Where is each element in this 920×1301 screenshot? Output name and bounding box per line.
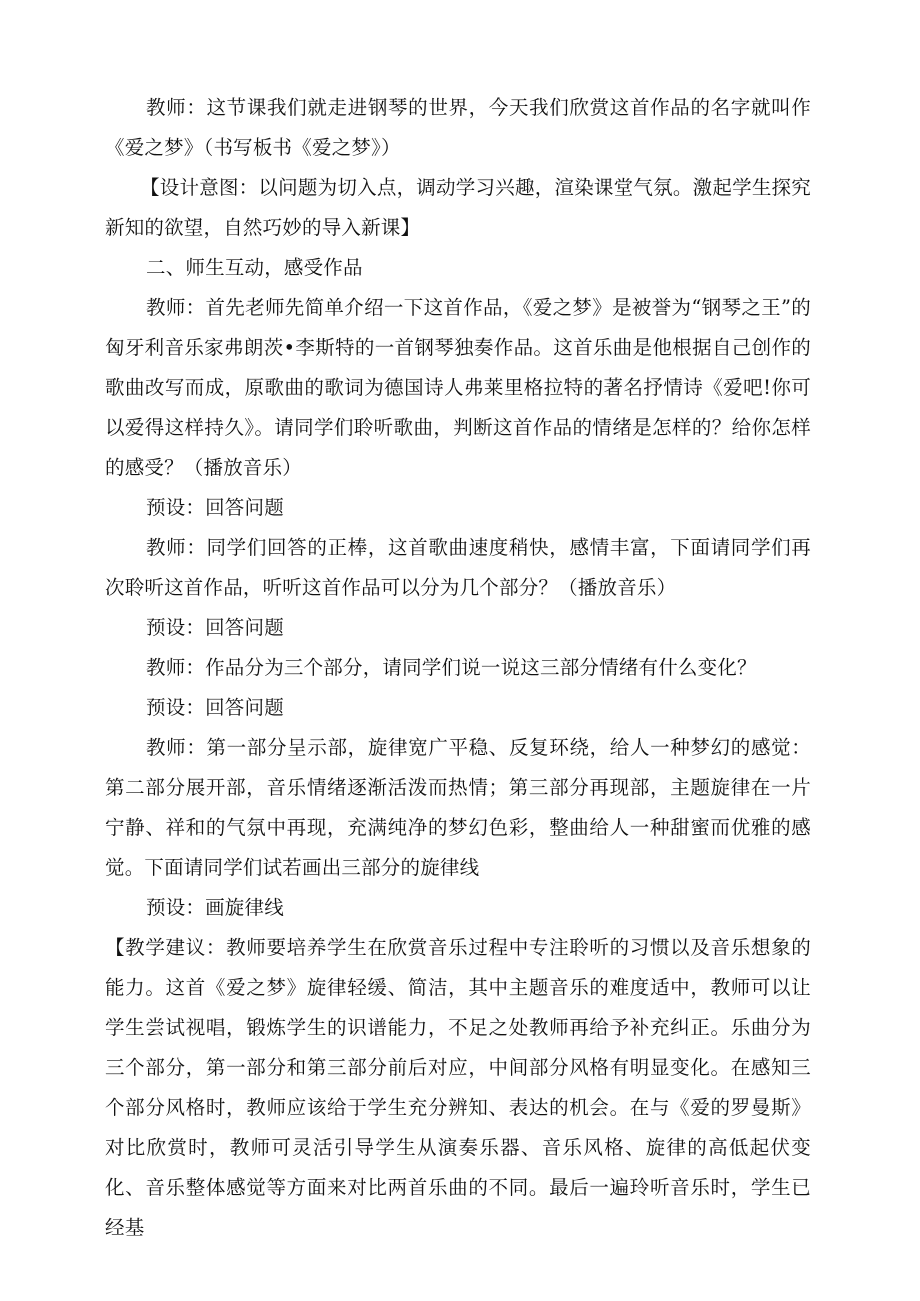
teacher-second-listen-paragraph: 教师：同学们回答的正棒，这首歌曲速度稍快，感情丰富，下面请同学们再次聆听这首作品，听听这首作品可以分为几个部分？（播放音乐） <box>105 536 811 599</box>
section-heading: 二、师生互动，感受作品 <box>146 256 363 279</box>
document-page <box>105 88 811 1248</box>
teaching-suggestion-paragraph: 【教学建议：教师要培养学生在欣赏音乐过程中专注聆听的习惯以及音乐想象的能力。这首《爱之梦》旋律轻缓、简洁，其中主题音乐的难度适中，教师可以让学生尝试视唱，锻炼学生的识谱能力，不足之处教师再给予补充纠正。乐曲分为三个部分，第一部分和第三部分前后对应，中间部分风格有明显变化。在感知三个部分风格时，教师应该给于学生充分辨知、表达的机会。在与《爱的罗曼斯》对比欣赏时，教师可灵活引导学生从演奏乐器、音乐风格、旋律的高低起伏变化、音乐整体感觉等方面来对比两首乐曲的不同。最后一遍玲听音乐时，学生已经基 <box>105 936 811 1239</box>
teacher-three-parts-paragraph: 教师：作品分为三个部分，请同学们说一说这三部分情绪有什么变化？ <box>146 656 757 679</box>
teacher-introduces-work-paragraph: 教师：首先老师先简单介绍一下这首作品，《爱之梦》是被誉为“钢琴之王”的匈牙利音乐家弗朗茨•李斯特的一首钢琴独奏作品。这首乐曲是他根据自己创作的歌曲改写而成，原歌曲的歌词为德国诗人弗莱里格拉特的著名抒情诗《爱吧!你可以爱得这样持久》。请同学们聆听歌曲，判断这首作品的情绪是怎样的？给你怎样的感受？（播放音乐） <box>105 296 811 479</box>
preset-answer-paragraph: 预设：回答问题 <box>146 696 284 719</box>
preset-answer-paragraph: 预设：回答问题 <box>146 616 284 639</box>
design-intent-paragraph: 【设计意图：以问题为切入点，调动学习兴趣，渲染课堂气氛。激起学生探究新知的欲望，自然巧妙的导入新课】 <box>105 176 811 239</box>
teacher-explains-parts-paragraph: 教师：第一部分呈示部，旋律宽广平稳、反复环绕，给人一种梦幻的感觉：第二部分展开部，音乐情绪逐渐活泼而热情；第三部分再现部，主题旋律在一片宁静、祥和的气氛中再现，充满纯净的梦幻色彩，整曲给人一种甜蜜而优雅的感觉。下面请同学们试若画出三部分的旋律线 <box>105 736 811 879</box>
teacher-intro-paragraph: 教师：这节课我们就走进钢琴的世界，今天我们欣赏这首作品的名字就叫作《爱之梦》（书写板书《爱之梦》） <box>105 96 811 159</box>
preset-answer-paragraph: 预设：回答问题 <box>146 496 284 519</box>
preset-draw-melody-paragraph: 预设：画旋律线 <box>146 896 284 919</box>
